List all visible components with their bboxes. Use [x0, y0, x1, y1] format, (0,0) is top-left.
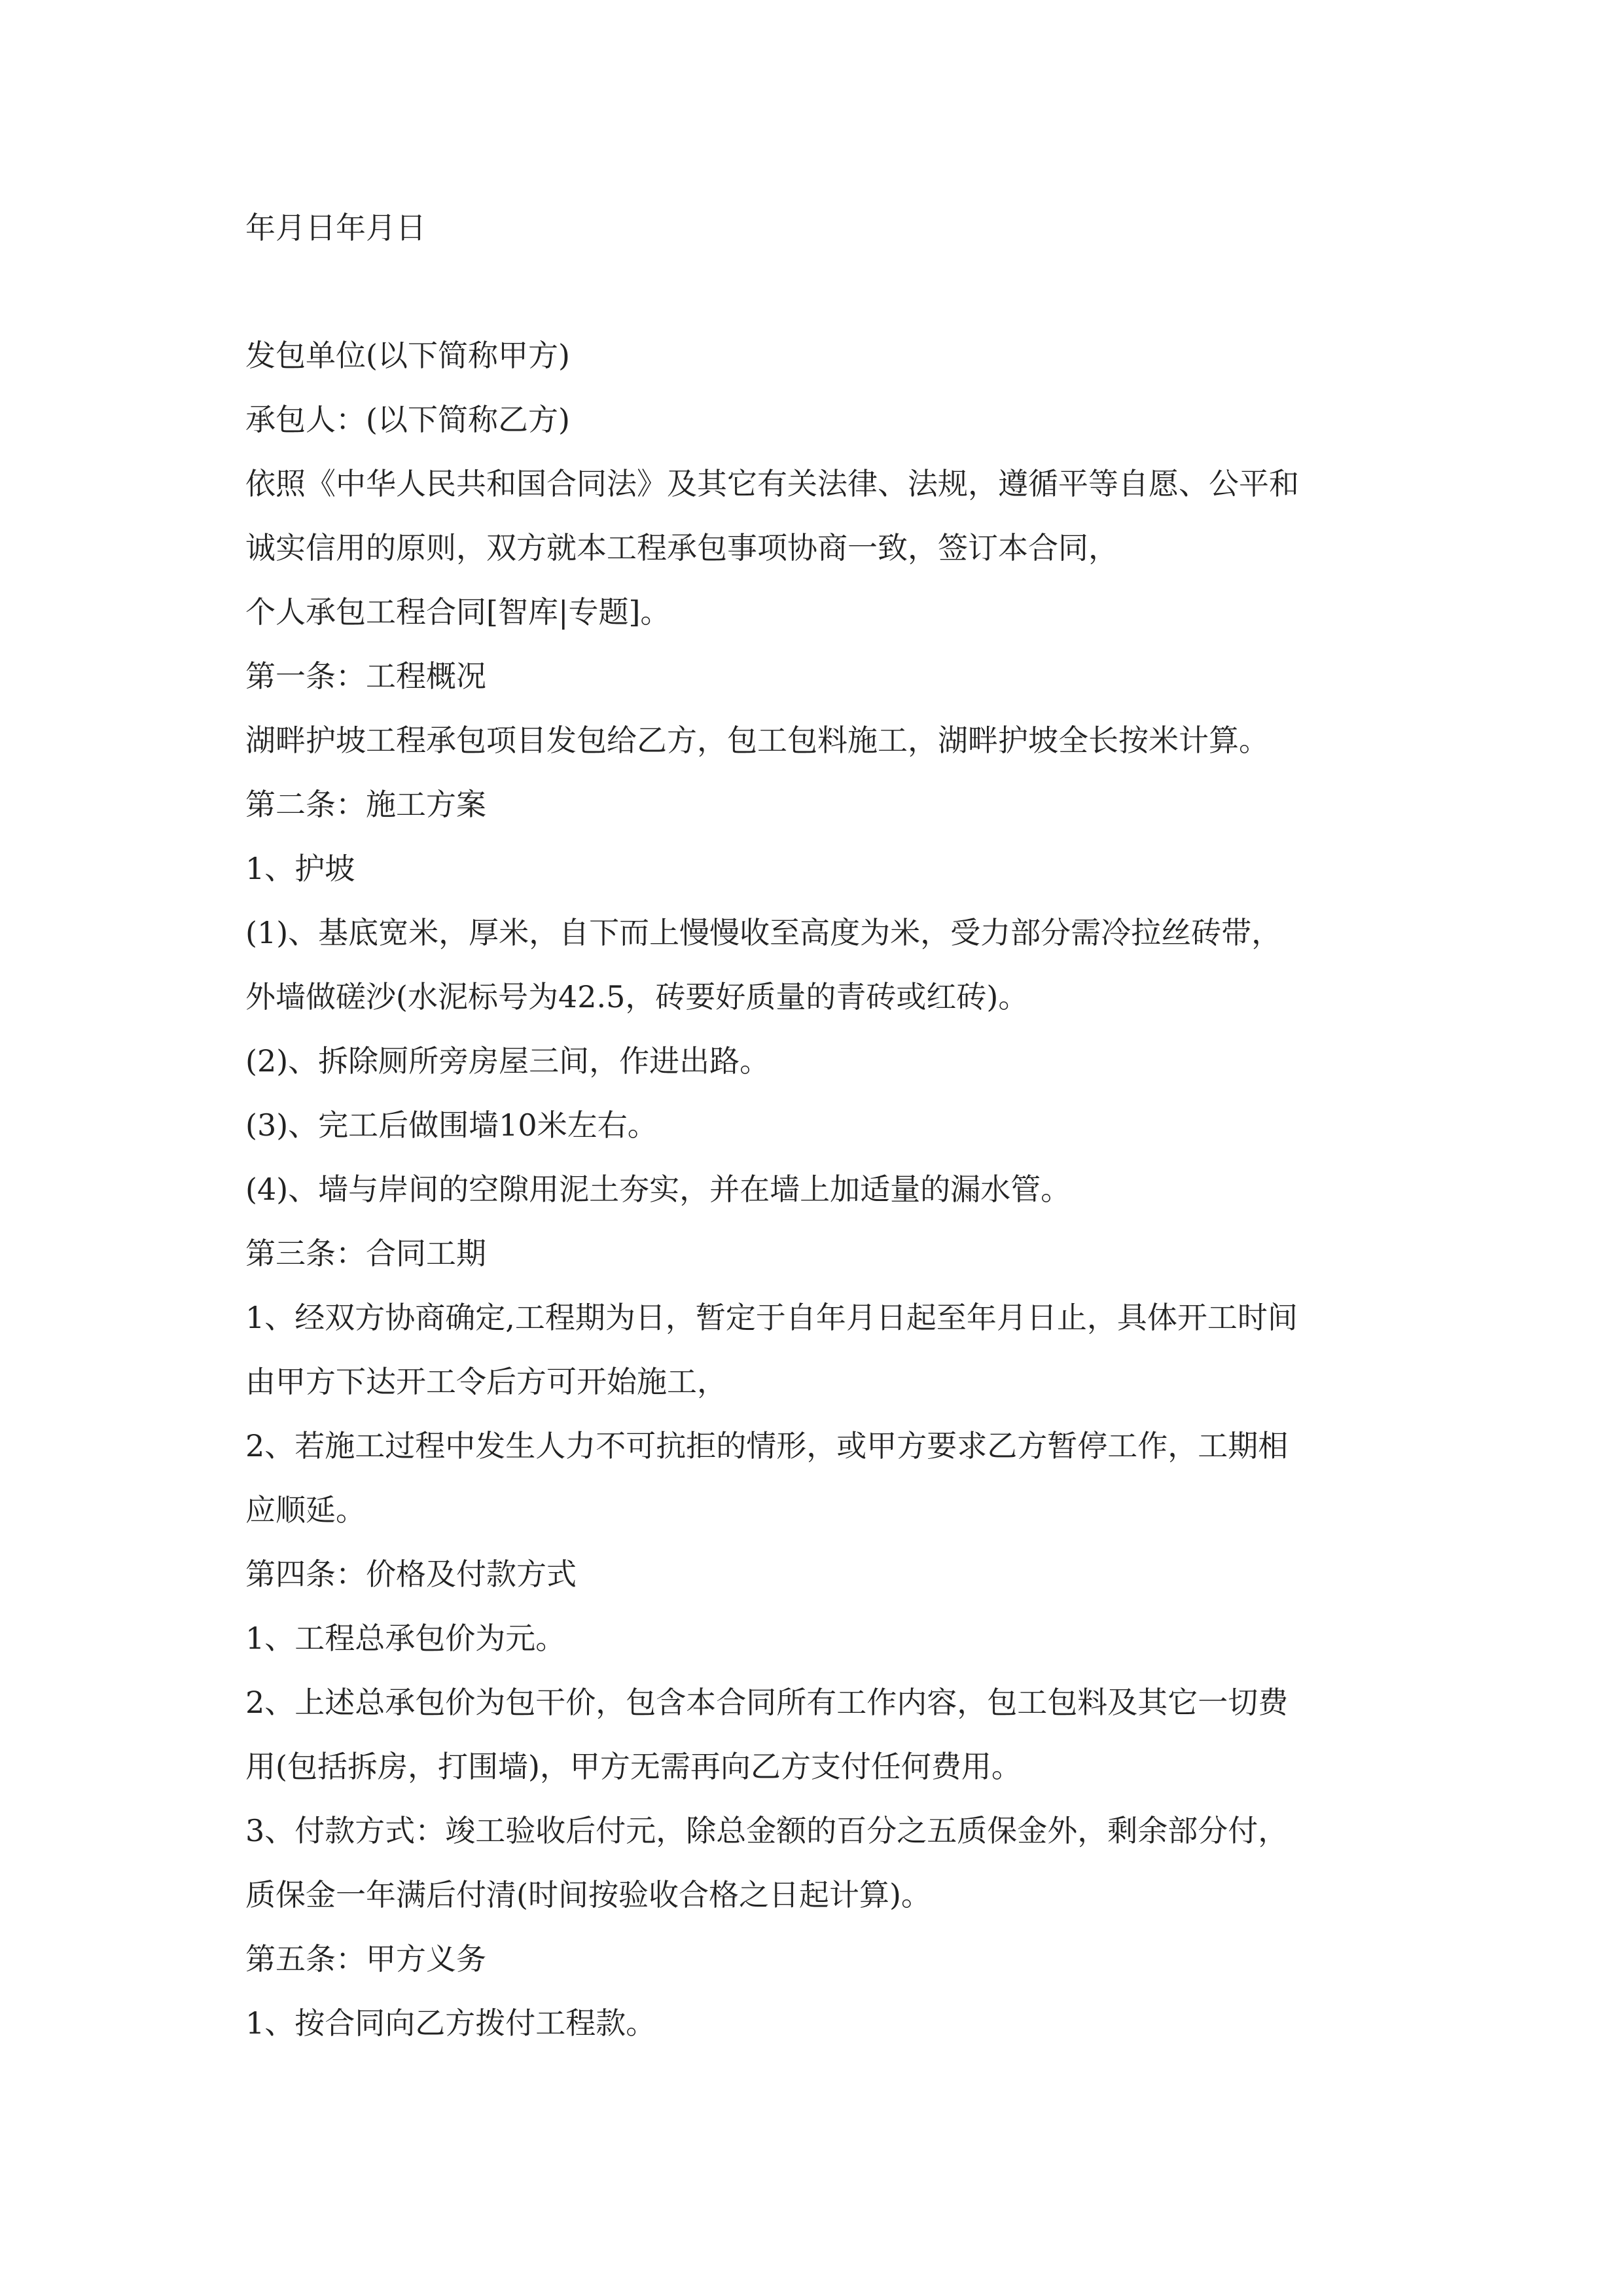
- contract-body: [245, 332, 1384, 2064]
- text-line: 应顺延。: [245, 1492, 366, 1528]
- date-line: 年月日年月日: [245, 210, 426, 245]
- section-heading: 第一条：工程概况: [245, 658, 486, 694]
- text-line: 1、按合同向乙方拨付工程款。: [245, 2005, 656, 2041]
- text-line: 诚实信用的原则，双方就本工程承包事项协商一致，签订本合同，: [245, 530, 1118, 565]
- text-line: 发包单位(以下简称甲方): [245, 338, 570, 373]
- text-line: 2、若施工过程中发生人力不可抗拒的情形，或甲方要求乙方暂停工作，工期相: [245, 1428, 1289, 1463]
- text-line: (3)、完工后做围墙10米左右。: [245, 1107, 658, 1143]
- text-line: 依照《中华人民共和国合同法》及其它有关法律、法规，遵循平等自愿、公平和: [245, 466, 1299, 501]
- text-line: 湖畔护坡工程承包项目发包给乙方，包工包料施工，湖畔护坡全长按米计算。: [245, 723, 1269, 758]
- section-heading: 第四条：价格及付款方式: [245, 1556, 577, 1592]
- text-line: 用(包括拆房，打围墙)，甲方无需再向乙方支付任何费用。: [245, 1749, 1022, 1784]
- text-line: 1、工程总承包价为元。: [245, 1621, 566, 1656]
- text-line: 个人承包工程合同[智库|专题]。: [245, 594, 671, 630]
- text-line: 1、经双方协商确定,工程期为日，暂定于自年月日起至年月日止，具体开工时间: [245, 1300, 1298, 1335]
- text-line: (2)、拆除厕所旁房屋三间，作进出路。: [245, 1043, 770, 1079]
- text-line: (4)、墙与岸间的空隙用泥土夯实，并在墙上加适量的漏水管。: [245, 1172, 1071, 1207]
- text-line: 2、上述总承包价为包干价，包含本合同所有工作内容，包工包料及其它一切费: [245, 1685, 1289, 1720]
- text-line: 3、付款方式：竣工验收后付元，除总金额的百分之五质保金外，剩余部分付，: [245, 1813, 1289, 1848]
- text-line: 外墙做磋沙(水泥标号为42.5，砖要好质量的青砖或红砖)。: [245, 979, 1029, 1014]
- section-heading: 第二条：施工方案: [245, 787, 486, 822]
- text-line: 1、护坡: [245, 851, 355, 886]
- section-heading: 第三条：合同工期: [245, 1236, 486, 1271]
- section-heading: 第五条：甲方义务: [245, 1941, 486, 1977]
- text-line: 承包人：(以下简称乙方): [245, 402, 570, 437]
- text-line: (1)、基底宽米，厚米，自下而上慢慢收至高度为米，受力部分需冷拉丝砖带，: [245, 915, 1282, 950]
- text-line: 由甲方下达开工令后方可开始施工，: [245, 1364, 727, 1399]
- text-line: 质保金一年满后付清(时间按验收合格之日起计算)。: [245, 1877, 931, 1912]
